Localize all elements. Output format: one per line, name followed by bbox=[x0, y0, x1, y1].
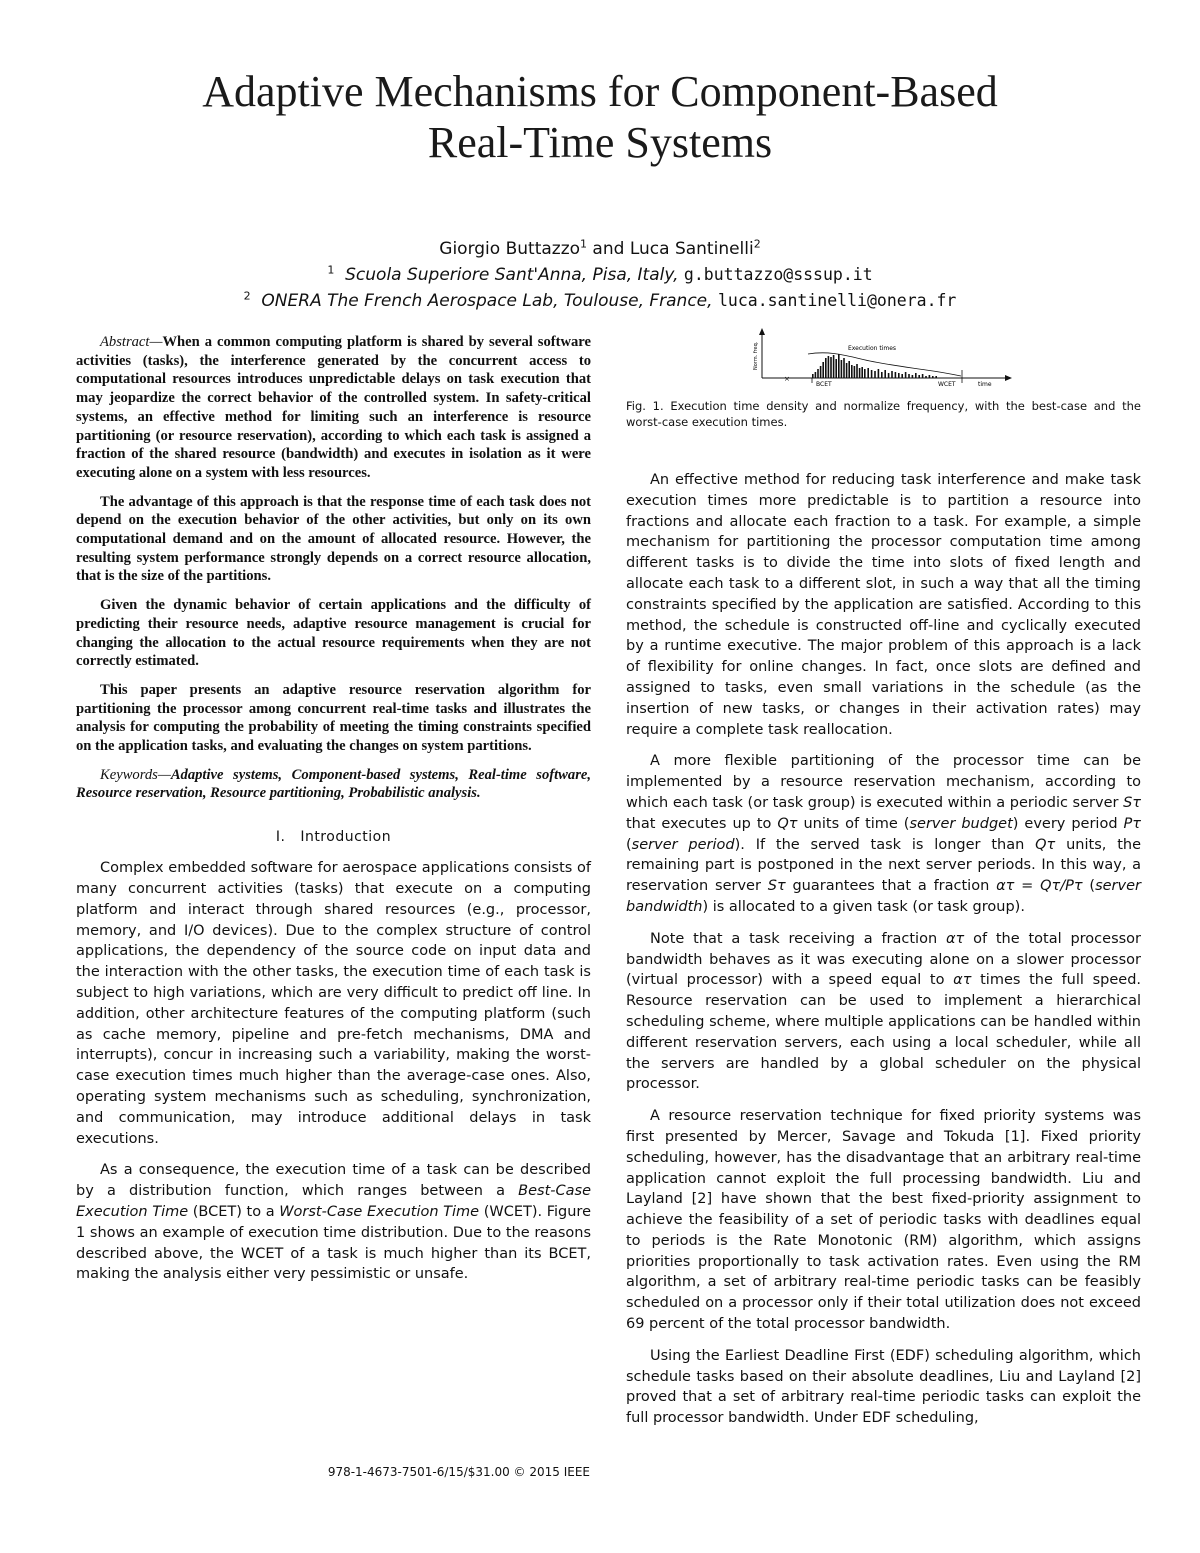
author-name: Luca Santinelli bbox=[629, 239, 754, 259]
figure-1-plot bbox=[626, 326, 1141, 396]
affiliation-mark: 2 bbox=[753, 237, 761, 251]
text-run: that executes up to bbox=[626, 815, 778, 832]
text-run: units of time ( bbox=[797, 815, 910, 832]
text-run: ). If the served task is longer than bbox=[734, 836, 1036, 853]
author-name: Giorgio Buttazzo bbox=[439, 239, 581, 259]
wcet-label: WCET bbox=[938, 381, 956, 388]
math-symbol: Qτ bbox=[777, 815, 798, 832]
term-wcet: Worst-Case Execution Time bbox=[279, 1203, 480, 1220]
text-run: ) is allocated to a given task (or task group). bbox=[702, 898, 1025, 915]
affiliation-2 bbox=[60, 288, 1140, 314]
text-run: (WCET). Figure 1 shows an example of execution time distribution. Due to the reasons described above, the WCET of a task is much higher than its BCET, making the analysis either very pessimistic or unsafe. bbox=[76, 1203, 591, 1283]
bcet-label: BCET bbox=[816, 381, 832, 388]
histogram-bar bbox=[822, 362, 824, 378]
copyright-line: 978-1-4673-7501-6/15/$31.00 © 2015 IEEE bbox=[327, 1465, 590, 1479]
time-label: time bbox=[978, 381, 992, 388]
text-run: ) every period bbox=[1012, 815, 1124, 832]
histogram-bar bbox=[835, 359, 837, 378]
body-paragraph: An effective method for reducing task interference and make task execution times more predictable is to partition a resource into fractions and allocate each fraction to a task. For example, a simple mechanism for partitioning the processor computation time among different tasks is to divide the time into slots of fixed length and allocate each task to a different slot, in such a way that all the timing constraints specified by the application are satisfied. According to this method, the schedule is constructed off-line and cyclically executed by a runtime executive. The major problem of this approach is a lack of flexibility for online changes. In fact, once slots are defined and assigned to tasks, even small variations in the schedule (as the insertion of new tasks, or changes in their activation rates) may require a complete task reallocation. bbox=[626, 472, 1141, 738]
term-bcet: Best-Case Execution Time bbox=[76, 1183, 591, 1220]
histogram-bar bbox=[848, 361, 850, 378]
text-run: ( bbox=[1082, 878, 1096, 895]
histogram-bar bbox=[825, 358, 827, 378]
abstract-text: When a common computing platform is shared by several software activities (tasks), the interference generated by the concurrent access to computational resources introduces unpredictable delays on task execution that may jeopardize the correct behavior of the controlled system. In safety-critical systems, an effective method for limiting such an interference is resource partitioning (or resource reservation), according to which each task is assigned a fraction of the shared resource (bandwidth) and executes in isolation as it were executing alone on a system with less resources. bbox=[76, 334, 591, 481]
body-paragraph bbox=[626, 751, 1141, 917]
math-symbol: Qτ bbox=[1035, 836, 1056, 853]
term-server-budget: server budget bbox=[909, 815, 1013, 832]
x-axis-arrow bbox=[1005, 375, 1012, 381]
histogram-bar bbox=[854, 366, 856, 378]
body-paragraph: Using the Earliest Deadline First (EDF) scheduling algorithm, which schedule tasks based on their absolute deadlines, Liu and Layland [2] proved that a set of arbitrary real-time periodic tasks can exploit the full processor bandwidth. Under EDF scheduling, bbox=[626, 1347, 1141, 1427]
abstract-paragraph: This paper presents an adaptive resource reservation algorithm for partitioning the processor among concurrent real-time tasks and illustrates the analysis for computing the probability of meeting the timing constraints specified on the application tasks, and evaluating the changes on system partitions. bbox=[76, 681, 591, 755]
histogram-bar bbox=[925, 376, 927, 378]
histogram-bar bbox=[843, 358, 845, 378]
body-paragraph bbox=[626, 929, 1141, 1095]
keywords-paragraph bbox=[76, 766, 591, 803]
text-run: Note that a task receiving a fraction bbox=[650, 930, 946, 947]
histogram-bar bbox=[867, 368, 869, 378]
histogram-bar bbox=[820, 366, 822, 378]
histogram-bar bbox=[812, 374, 814, 378]
abstract-label: Abstract— bbox=[100, 334, 163, 350]
histogram-bar bbox=[935, 376, 937, 378]
histogram-bar bbox=[838, 354, 840, 378]
text-run: ( bbox=[626, 836, 632, 853]
text-run: times the full speed. Resource reservation can be used to implement a hierarchical scheduling scheme, where multiple applications can be handled within different reservation servers, each using a local scheduler, while all the servers are handled by a global scheduler on the physical processor. bbox=[626, 972, 1142, 1093]
title-line-1: Adaptive Mechanisms for Component-Based bbox=[202, 67, 998, 116]
left-column bbox=[76, 333, 591, 1296]
histogram-bar bbox=[922, 374, 924, 378]
author-separator: and bbox=[587, 239, 630, 259]
y-axis-label: Norm. freq. bbox=[753, 341, 759, 370]
paper-title bbox=[60, 66, 1140, 168]
abstract-paragraph: Given the dynamic behavior of certain applications and the difficulty of predicting their resource needs, adaptive resource management is crucial for changing the allocation to the actual resource requirements when they are not correctly estimated. bbox=[76, 597, 591, 670]
affiliation-text: ONERA The French Aerospace Lab, Toulouse, France, bbox=[261, 291, 713, 311]
abstract-paragraph: The advantage of this approach is that the response time of each task does not depend on the execution behavior of the other activities, but only on its own computational demand and on the amount of allocated resource. However, the resulting system performance strongly depends on a correct resource allocation, that is the size of the partitions. bbox=[76, 493, 591, 585]
histogram-bar bbox=[898, 373, 900, 378]
text-run: guarantees that a fraction bbox=[785, 878, 997, 895]
histogram-bar bbox=[901, 374, 903, 378]
histogram-bar bbox=[884, 370, 886, 378]
affiliation-mark: 1 bbox=[327, 263, 335, 277]
math-symbol: Sτ bbox=[767, 878, 786, 895]
body-paragraph: Complex embedded software for aerospace applications consists of many concurrent activities (tasks) that execute on a computing platform and interact through shared resources (e.g., processor, memory, and I/O devices). Due to the complex structure of control applications, the dependency of the source code on input data and the interaction with the other tasks, the execution time of each task is subject to high variations, which are very difficult to predict off line. In addition, other architecture features of the computing platform (such as cache memory, pipeline and pre-fetch mechanisms, DMA and interrupts), concur in increasing such a variability, making the worst-case execution times much higher than the average-case ones. Also, operating system mechanisms such as scheduling, synchronization, and communication, may introduce additional delays in task executions. bbox=[76, 860, 591, 1147]
affiliation-1 bbox=[60, 262, 1140, 288]
histogram-bar bbox=[888, 373, 890, 378]
histogram-bar bbox=[932, 376, 934, 378]
abstract-paragraph bbox=[76, 333, 591, 483]
histogram-bar bbox=[830, 357, 832, 378]
body-paragraph bbox=[76, 1160, 591, 1285]
histogram-bar bbox=[833, 355, 835, 378]
math-symbol: Pτ bbox=[1123, 815, 1141, 832]
author-list bbox=[100, 236, 1100, 262]
text-run: units, the remaining part is postponed in the next server periods. In this way, a reservation server bbox=[626, 836, 1141, 895]
histogram-bar bbox=[864, 369, 866, 378]
x-origin-mark: × bbox=[784, 375, 790, 383]
math-symbol: Sτ bbox=[1123, 794, 1141, 811]
text-run: of the total processor bandwidth behaves as it was executing alone on a slower processor (virtual processor) with a speed equal to bbox=[626, 930, 1142, 989]
math-symbol: ατ bbox=[945, 930, 965, 947]
email-link[interactable]: g.buttazzo@sssup.it bbox=[683, 265, 873, 284]
term-server-period: server period bbox=[631, 836, 735, 853]
affiliation-mark: 1 bbox=[580, 237, 588, 251]
histogram-bar bbox=[851, 365, 853, 378]
text-run: (BCET) to a bbox=[188, 1203, 280, 1220]
histogram-bar bbox=[918, 375, 920, 378]
histogram-bar bbox=[861, 367, 863, 378]
text-run: As a consequence, the execution time of a task can be described by a distribution function, which ranges between a bbox=[76, 1162, 591, 1200]
email-link[interactable]: luca.santinelli@onera.fr bbox=[717, 291, 957, 310]
histogram-bar bbox=[895, 372, 897, 378]
histogram-bar bbox=[912, 375, 914, 378]
histogram-bar bbox=[881, 372, 883, 378]
histogram-bar bbox=[817, 369, 819, 378]
histogram-bar bbox=[846, 363, 848, 378]
text-run: A more flexible partitioning of the processor time can be implemented by a resource reservation mechanism, according to which each task (or task group) is executed within a periodic server bbox=[626, 753, 1141, 811]
affiliation-mark: 2 bbox=[243, 289, 251, 303]
histogram-bar bbox=[891, 371, 893, 378]
histogram-bar bbox=[915, 373, 917, 378]
histogram-bar bbox=[929, 375, 931, 378]
histogram-bar bbox=[871, 370, 873, 378]
keywords-label: Keywords— bbox=[100, 766, 171, 783]
histogram-bar bbox=[859, 368, 861, 378]
histogram-bar bbox=[878, 369, 880, 378]
histogram-bar bbox=[841, 360, 843, 378]
body-paragraph: A resource reservation technique for fixed priority systems was first presented by Mercer, Savage and Tokuda [1]. Fixed priority scheduling, however, has the disadvantage that an arbitrary real-time application cannot exploit the full processing bandwidth. Liu and Layland [2] have shown that the best fixed-priority assignment to achieve the feasibility of a set of periodic tasks with deadlines equal to periods is the Rate Monotonic (RM) algorithm, which assigns priorities proportionally to task activation rates. Even using the RM algorithm, a set of arbitrary real-time periodic tasks can be feasibly scheduled on a processor only if their total utilization does not exceed 69 percent of the total processor bandwidth. bbox=[626, 1108, 1141, 1333]
math-symbol: ατ bbox=[953, 972, 972, 989]
curve-label: Execution times bbox=[848, 345, 897, 352]
figure-caption: Fig. 1. Execution time density and normalize frequency, with the best-case and the worst-case execution times. bbox=[626, 399, 1141, 429]
histogram-bar bbox=[828, 356, 830, 378]
title-line-2: Real-Time Systems bbox=[427, 118, 773, 167]
right-column bbox=[626, 470, 1141, 1440]
histogram-bar bbox=[815, 372, 817, 378]
histogram-bar bbox=[874, 371, 876, 378]
keywords-text: Adaptive systems, Component-based systems, Real-time software, Resource reservation, Resource partitioning, Probabilistic analysis. bbox=[76, 766, 591, 802]
affiliation-text: Scuola Superiore Sant'Anna, Pisa, Italy, bbox=[345, 265, 679, 285]
histogram-bar bbox=[908, 374, 910, 378]
section-heading: I. Introduction bbox=[275, 829, 392, 846]
histogram-bars bbox=[812, 354, 937, 378]
y-axis-arrow bbox=[759, 328, 765, 335]
math-formula: ατ = Qτ/Pτ bbox=[996, 878, 1083, 895]
histogram-bar bbox=[856, 364, 858, 378]
term-server-bandwidth: server bandwidth bbox=[626, 878, 1141, 915]
histogram-bar bbox=[905, 372, 907, 378]
